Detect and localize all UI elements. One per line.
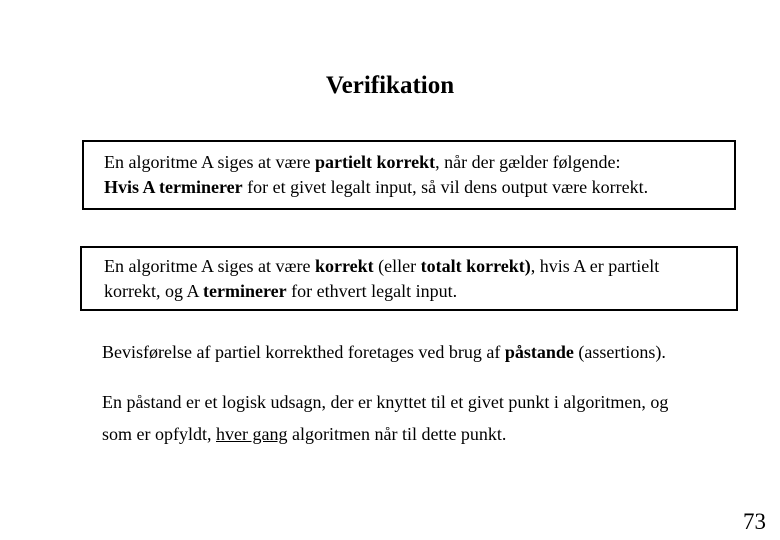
- text-run: En algoritme A siges at være: [104, 256, 315, 276]
- assertion-line-2: [102, 418, 752, 450]
- text-run: korrekt, og A: [104, 281, 203, 301]
- text-run-bold: Hvis A: [104, 177, 160, 197]
- text-run: En algoritme A siges at være: [104, 152, 315, 172]
- term-terminates: terminerer: [203, 281, 287, 301]
- total-definition-line-1: [104, 254, 736, 279]
- partial-definition-line-1: [104, 150, 734, 175]
- text-run: , hvis A er partielt: [530, 256, 660, 276]
- assertion-line-1: En påstand er et logisk udsagn, der er knyttet til et givet punkt i algoritmen, og: [102, 392, 669, 412]
- assertion-paragraph: [102, 386, 752, 450]
- total-definition-line-2: [104, 279, 736, 304]
- term-terminates: terminerer: [159, 177, 243, 197]
- text-run: algoritmen når til dette punkt.: [287, 424, 507, 444]
- slide-title: Verifikation: [325, 72, 455, 99]
- proof-paragraph: [102, 336, 666, 368]
- text-run: (assertions).: [573, 342, 666, 362]
- total-correctness-definition-box: [80, 246, 738, 311]
- text-run: for ethvert legalt input.: [286, 281, 458, 301]
- partial-correctness-definition-box: [82, 140, 736, 210]
- text-run: for et givet legalt input, så vil dens output være korrekt.: [242, 177, 649, 197]
- term-assertions: påstande: [504, 342, 574, 362]
- text-run: , når der gælder følgende:: [435, 152, 621, 172]
- emphasis-every-time: hver gang: [216, 424, 288, 444]
- page-number: 73: [743, 509, 766, 534]
- partial-definition-line-2: [104, 175, 734, 200]
- text-run: Bevisførelse af partiel korrekthed foretages ved brug af: [102, 342, 505, 362]
- term-partially-correct: partielt korrekt: [314, 152, 436, 172]
- text-run: (eller: [373, 256, 421, 276]
- term-correct: korrekt: [314, 256, 374, 276]
- term-totally-correct: totalt korrekt): [420, 256, 531, 276]
- text-run: som er opfyldt,: [102, 424, 216, 444]
